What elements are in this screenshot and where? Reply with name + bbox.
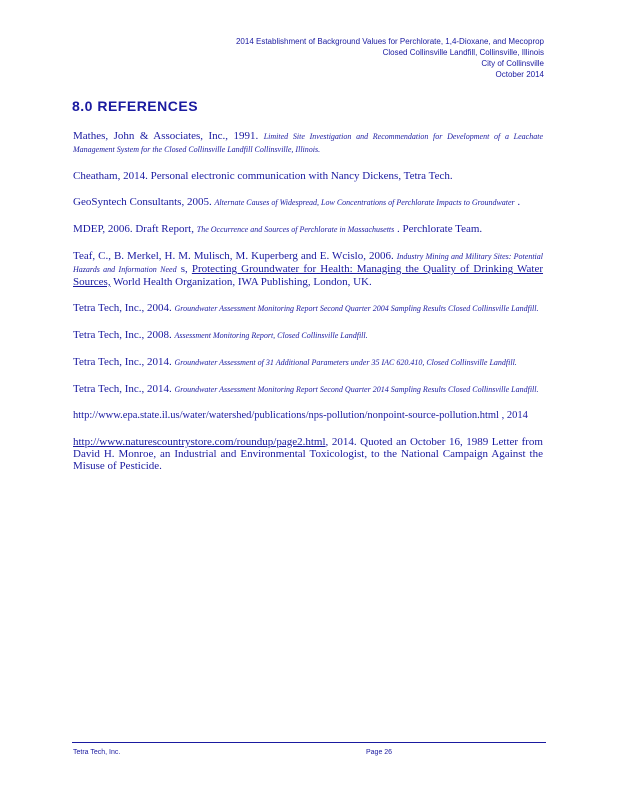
page-number: Page 26	[366, 749, 393, 756]
reference-text: Tetra Tech, Inc., 2014.	[73, 356, 175, 368]
reference-item	[73, 130, 543, 156]
reference-tail: , 2014	[498, 410, 528, 421]
reference-title: Groundwater Assessment Monitoring Report Second Quarter 2014 Sampling Results Closed Collinsville Landfill.	[174, 385, 539, 394]
header-title-line: 2014 Establishment of Background Values for Perchlorate, 1,4-Dioxane, and Mecoprop	[235, 37, 544, 46]
reference-text: Teaf, C., B. Merkel, H. M. Mulisch, M. Kuperberg and E. Wcislo, 2006.	[73, 250, 397, 262]
reference-text: MDEP, 2006. Draft Report,	[73, 223, 197, 235]
running-header	[236, 36, 544, 80]
reference-title: Industry Mining and Military Sites: Potential Hazards and Information Need	[73, 252, 543, 274]
reference-underlined-title: Protecting Groundwater for Health: Managing the Quality of Drinking Water Sources,	[73, 263, 544, 288]
reference-item	[73, 383, 543, 396]
reference-tail: . Perchlorate Team.	[394, 223, 483, 235]
reference-text: GeoSyntech Consultants, 2005.	[73, 196, 215, 208]
reference-item	[73, 356, 543, 369]
reference-text: Cheatham, 2014. Personal electronic communication with Nancy Dickens, Tetra Tech.	[73, 170, 453, 182]
reference-text: Tetra Tech, Inc., 2004.	[73, 302, 175, 314]
reference-title: Groundwater Assessment Monitoring Report Second Quarter 2004 Sampling Results Closed Collinsville Landfill.	[174, 304, 539, 313]
reference-text: Mathes, John & Associates, Inc., 1991.	[73, 130, 264, 142]
reference-title: The Occurrence and Sources of Perchlorate in Massachusetts	[196, 225, 395, 234]
reference-tail: , 2014. Quoted an October 16, 1989 Letter from David H. Monroe, an Industrial and Environmental Toxicologist, to the National Campaign Against the Misuse of Pesticide.	[73, 436, 543, 472]
reference-text: Tetra Tech, Inc., 2008.	[73, 329, 175, 341]
header-client-line: City of Collinsville	[481, 59, 544, 68]
reference-url[interactable]: http://www.epa.state.il.us/water/watershed/publications/nps-pollution/nonpoint-source-pollution.html	[73, 410, 499, 421]
reference-text: Tetra Tech, Inc., 2014.	[73, 383, 175, 395]
reference-url-link[interactable]: http://www.naturescountrystore.com/roundup/page2.html	[73, 436, 326, 448]
reference-item	[73, 223, 543, 236]
reference-mid: s,	[176, 263, 192, 275]
reference-title: Alternate Causes of Widespread, Low Concentrations of Perchlorate Impacts to Groundwater	[214, 198, 515, 207]
header-date-line: October 2014	[495, 70, 544, 79]
references-list	[73, 130, 543, 486]
reference-item	[73, 436, 543, 472]
reference-item	[73, 196, 543, 209]
reference-item	[73, 250, 543, 288]
reference-item	[73, 329, 543, 342]
reference-title: Groundwater Assessment of 31 Additional Parameters under 35 IAC 620.410, Closed Collinsville Landfill.	[174, 358, 517, 367]
reference-item	[73, 410, 543, 422]
reference-tail: .	[514, 196, 521, 208]
reference-item	[73, 170, 543, 182]
reference-item	[73, 302, 543, 315]
footer-divider	[72, 742, 546, 743]
reference-tail: World Health Organization, IWA Publishing, London, UK.	[110, 276, 372, 288]
section-title: 8.0 REFERENCES	[72, 98, 199, 114]
header-site-line: Closed Collinsville Landfill, Collinsville, Illinois	[382, 48, 544, 57]
footer-company: Tetra Tech, Inc.	[73, 749, 121, 756]
reference-title: Limited Site Investigation and Recommendation for Development of a Leachate Management System for the Closed Collinsville Landfill Collinsville, Illinois.	[73, 132, 543, 154]
reference-title: Assessment Monitoring Report, Closed Collinsville Landfill.	[174, 331, 368, 340]
